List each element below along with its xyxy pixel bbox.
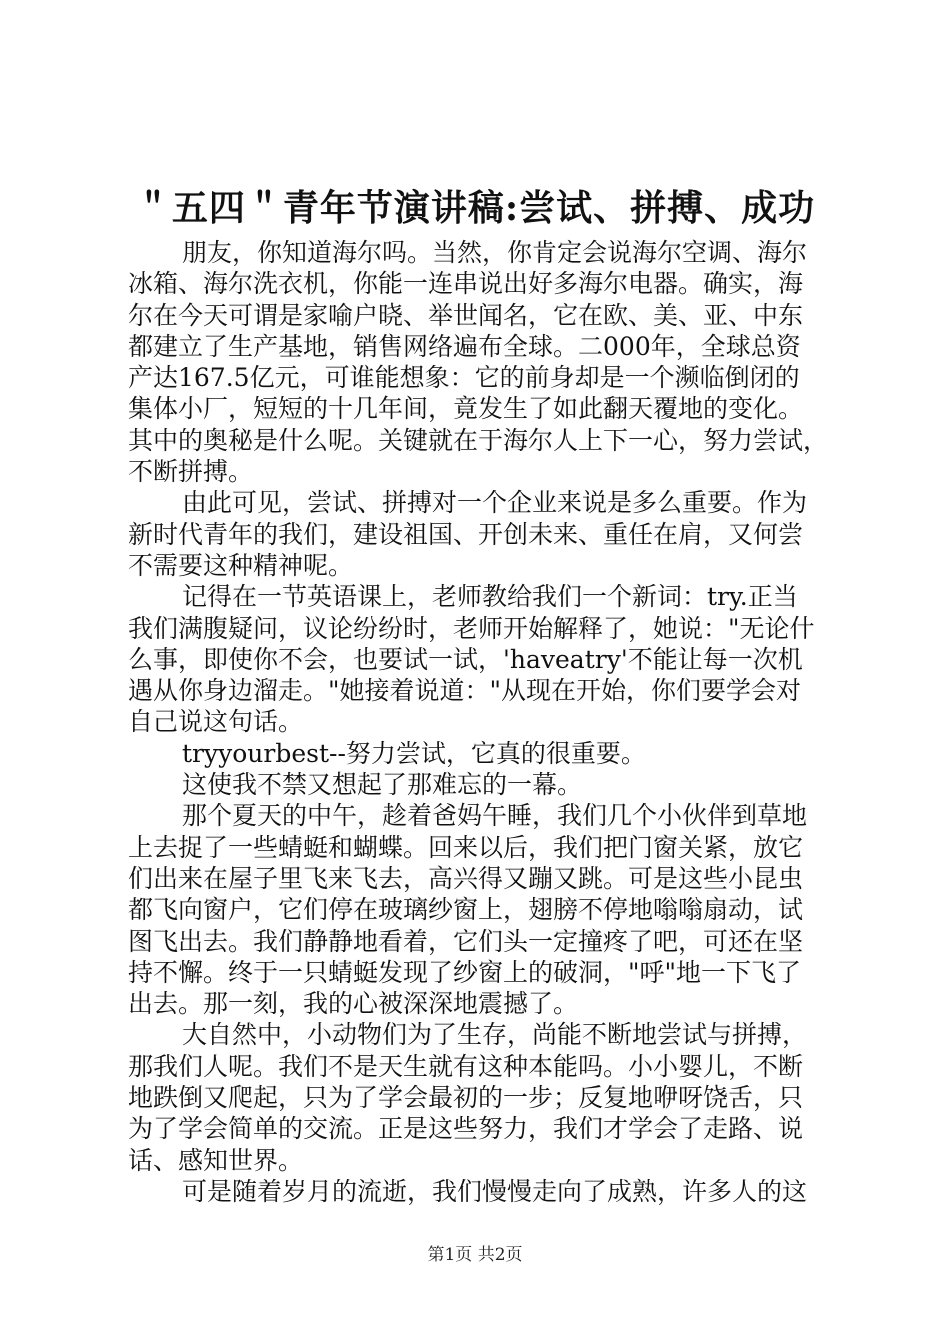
paragraph-line: 为了学会简单的交流。正是这些努力，我们才学会了走路、说 (128, 1114, 804, 1144)
paragraph-line: 新时代青年的我们，建设祖国、开创未来、重任在肩，又何尝 (128, 519, 804, 549)
paragraph-line: 持不懈。终于一只蜻蜓发现了纱窗上的破洞，"呼"地一下飞了 (128, 957, 802, 987)
paragraph-line: 出去。那一刻，我的心被深深地震撼了。 (128, 989, 579, 1019)
paragraph-line: 不断拼搏。 (128, 457, 254, 487)
paragraph-7 (128, 1019, 828, 1175)
paragraph-line: 自己说这句话。 (128, 707, 304, 737)
paragraph-line: 不需要这种精神呢。 (128, 550, 354, 580)
paragraph-3 (128, 581, 828, 737)
paragraph-line: 其中的奥秘是什么呢。关键就在于海尔人上下一心，努力尝试， (128, 425, 828, 455)
paragraph-line: tryyourbest--努力尝试，它真的很重要。 (182, 738, 646, 768)
paragraph-line: 遇从你身边溜走。"她接着说道："从现在开始，你们要学会对 (128, 676, 802, 706)
paragraph-6 (128, 800, 828, 1019)
paragraph-line: 我们满腹疑问，议论纷纷时，老师开始解释了，她说："无论什 (128, 613, 815, 643)
paragraph-line: 大自然中，小动物们为了生存，尚能不断地尝试与拼搏， (182, 1020, 808, 1050)
paragraph-line: 朋友，你知道海尔吗。当然，你肯定会说海尔空调、海尔 (182, 238, 808, 267)
paragraph-line: 都飞向窗户，它们停在玻璃纱窗上，翅膀不停地嗡嗡扇动，试 (128, 895, 804, 925)
paragraph-line: 图飞出去。我们静静地看着，它们头一定撞疼了吧，可还在坚 (128, 926, 804, 956)
paragraph-line: 可是随着岁月的流逝，我们慢慢走向了成熟，许多人的这 (182, 1176, 808, 1206)
paragraph-line: 们出来在屋子里飞来飞去，高兴得又蹦又跳。可是这些小昆虫 (128, 863, 804, 893)
paragraph-4 (128, 738, 828, 769)
paragraph-line: 地跌倒又爬起，只为了学会最初的一步；反复地咿呀饶舌，只 (128, 1083, 804, 1113)
paragraph-5 (128, 769, 828, 800)
paragraph-line: 上去捉了一些蜻蜓和蝴蝶。回来以后，我们把门窗关紧，放它 (128, 832, 804, 862)
paragraph-line: 尔在今天可谓是家喻户晓、举世闻名，它在欧、美、亚、中东 (128, 300, 804, 330)
document-body (128, 237, 828, 1207)
document-title: ＂五四＂青年节演讲稿:尝试、拼搏、成功 (134, 187, 816, 229)
paragraph-8 (128, 1176, 828, 1207)
paragraph-line: 那个夏天的中午，趁着爸妈午睡，我们几个小伙伴到草地 (182, 801, 808, 831)
paragraph-line: 集体小厂，短短的十几年间，竟发生了如此翻天覆地的变化。 (128, 394, 804, 424)
paragraph-line: 话、感知世界。 (128, 1145, 304, 1175)
paragraph-line: 么事，即使你不会，也要试一试，'haveatry'不能让每一次机 (128, 644, 803, 674)
paragraph-line: 这使我不禁又想起了那难忘的一幕。 (182, 770, 583, 800)
paragraph-line: 冰箱、海尔洗衣机，你能一连串说出好多海尔电器。确实，海 (128, 269, 804, 299)
paragraph-2 (128, 487, 828, 581)
paragraph-1 (128, 237, 828, 487)
paragraph-line: 那我们人呢。我们不是天生就有这种本能吗。小小婴儿，不断 (128, 1051, 804, 1081)
paragraph-line: 由此可见，尝试、拼搏对一个企业来说是多么重要。作为 (182, 488, 808, 518)
paragraph-line: 产达167.5亿元，可谁能想象：它的前身却是一个濒临倒闭的 (128, 363, 800, 393)
paragraph-line: 都建立了生产基地，销售网络遍布全球。二000年，全球总资 (128, 331, 801, 361)
page-footer: 第1页 共2页 (427, 1245, 523, 1265)
paragraph-line: 记得在一节英语课上，老师教给我们一个新词：try.正当 (182, 582, 798, 612)
